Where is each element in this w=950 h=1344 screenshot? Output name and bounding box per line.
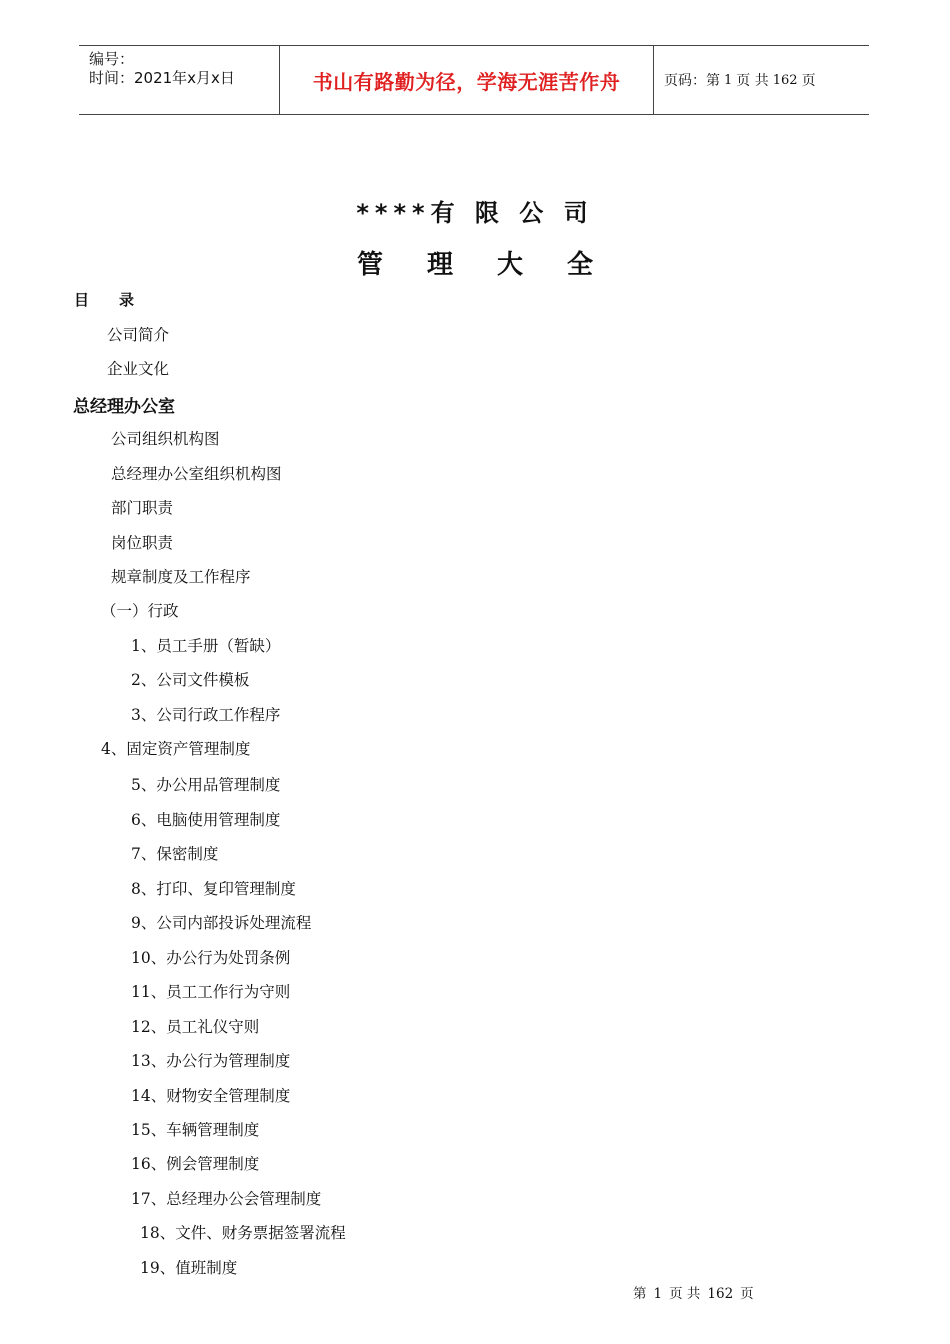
toc-item[interactable]: 部门职责: [111, 499, 174, 517]
toc-item[interactable]: 10、办公行为处罚条例: [131, 949, 291, 967]
toc-item[interactable]: 岗位职责: [111, 534, 174, 552]
toc-item[interactable]: 7、保密制度: [131, 845, 219, 863]
toc-item[interactable]: （一）行政: [101, 602, 179, 620]
toc-item[interactable]: 14、财物安全管理制度: [131, 1087, 291, 1105]
toc-item[interactable]: 5、办公用品管理制度: [131, 776, 281, 794]
page-footer: [633, 1282, 754, 1302]
time-label: 时间：2021年x月x日: [89, 69, 235, 87]
toc-item[interactable]: 18、文件、财务票据签署流程: [140, 1224, 346, 1242]
toc-item[interactable]: 6、电脑使用管理制度: [131, 811, 281, 829]
page-mid: 页 共: [736, 73, 769, 89]
toc-item[interactable]: 11、员工工作行为守则: [131, 983, 291, 1001]
toc-item[interactable]: 公司组织机构图: [111, 430, 220, 448]
title-char: 理: [426, 250, 453, 280]
company-title: ****有 限 公 司: [356, 199, 594, 227]
header-meta: [79, 46, 280, 114]
footer-mid: 页 共: [669, 1286, 701, 1302]
toc-item[interactable]: 3、公司行政工作程序: [131, 706, 281, 724]
toc-item[interactable]: 公司简介: [107, 326, 170, 344]
toc-item[interactable]: 9、公司内部投诉处理流程: [131, 914, 312, 932]
toc-item[interactable]: 8、打印、复印管理制度: [131, 880, 296, 898]
toc-item[interactable]: 1、员工手册（暂缺）: [131, 637, 281, 655]
page-number: 1: [724, 72, 733, 88]
toc-item[interactable]: 总经理办公室组织机构图: [111, 465, 282, 483]
toc-item[interactable]: 19、值班制度: [140, 1259, 238, 1277]
title-char: 大: [497, 250, 524, 280]
toc-item[interactable]: 4、固定资产管理制度: [101, 740, 251, 758]
toc-section-heading[interactable]: 总经理办公室: [73, 397, 175, 417]
serial-label: 编号：: [89, 50, 135, 68]
toc-item[interactable]: 规章制度及工作程序: [111, 568, 251, 586]
title-char: 管: [356, 250, 383, 280]
toc-item[interactable]: 16、例会管理制度: [131, 1155, 260, 1173]
toc-item[interactable]: 13、办公行为管理制度: [131, 1052, 291, 1070]
page-total: 162: [772, 72, 798, 88]
toc-item[interactable]: 2、公司文件模板: [131, 671, 250, 689]
header-motto: 书山有路勤为径，学海无涯苦作舟: [280, 46, 654, 114]
toc-heading: 目 录: [74, 291, 135, 309]
footer-page-number: 1: [653, 1286, 663, 1302]
document-title: [0, 244, 950, 281]
footer-prefix: 第: [633, 1286, 647, 1302]
toc-item[interactable]: 12、员工礼仪守则: [131, 1018, 260, 1036]
toc-item[interactable]: 15、车辆管理制度: [131, 1121, 260, 1139]
page-prefix: 页码：第: [664, 73, 720, 89]
header-page-info: [654, 46, 869, 114]
toc-item[interactable]: 17、总经理办公会管理制度: [131, 1190, 322, 1208]
page-suffix: 页: [801, 73, 816, 89]
footer-page-total: 162: [707, 1286, 734, 1302]
footer-suffix: 页: [740, 1286, 754, 1302]
title-char: 全: [567, 250, 594, 280]
page-header: [79, 45, 869, 115]
toc-item[interactable]: 企业文化: [107, 360, 170, 378]
